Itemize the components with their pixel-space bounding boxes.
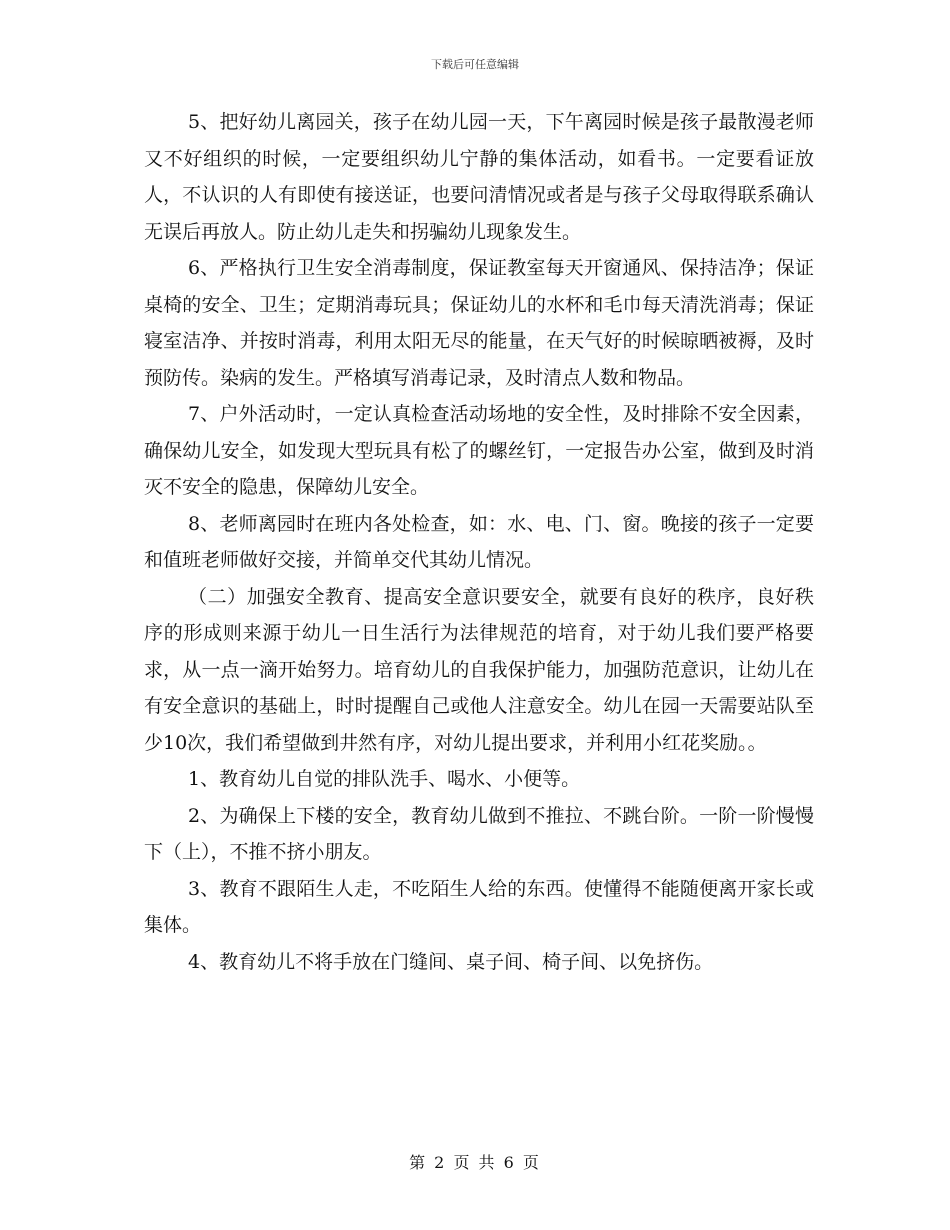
paragraph-item-5: 5、把好幼儿离园关，孩子在幼儿园一天，下午离园时候是孩子最散漫老师又不好组织的时候，一定要组织幼儿宁静的集体活动，如看书。一定要看证放人，不认识的人有即使有接送证，也要问清情况或者是与孩子父母取得联系确认无误后再放人。防止幼儿走失和拐骗幼儿现象发生。 [144, 111, 814, 243]
paragraph-item-8: 8、老师离园时在班内各处检查，如：水、电、门、窗。晚接的孩子一定要和值班老师做好交接，并简单交代其幼儿情况。 [144, 512, 814, 571]
paragraph-item-6: 6、严格执行卫生安全消毒制度，保证教室每天开窗通风、保持洁净；保证桌椅的安全、卫生；定期消毒玩具；保证幼儿的水杯和毛巾每天清洗消毒；保证寝室洁净、并按时消毒，利用太阳无尽的能量，在天气好的时候晾晒被褥，及时预防传。染病的发生。严格填写消毒记录，及时清点人数和物品。 [144, 257, 814, 389]
paragraph-edu-1: 1、教育幼儿自觉的排队洗手、喝水、小便等。 [188, 768, 581, 790]
paragraph-item-7: 7、户外活动时，一定认真检查活动场地的安全性，及时排除不安全因素，确保幼儿安全，如发现大型玩具有松了的螺丝钉，一定报告办公室，做到及时消灭不安全的隐患，保障幼儿安全。 [144, 403, 814, 498]
document-body [144, 104, 814, 980]
paragraph-section-2: （二）加强安全教育、提高安全意识要安全，就要有良好的秩序，良好秩序的形成则来源于幼儿一日生活行为法律规范的培育，对于幼儿我们要严格要求，从一点一滴开始努力。培育幼儿的自我保护能力，加强防范意识，让幼儿在有安全意识的基础上，时时提醒自己或他人注意安全。幼儿在园一天需要站队至少10次，我们希望做到井然有序，对幼儿提出要求，并利用小红花奖励。。 [144, 585, 814, 754]
page-header-note: 下载后可任意编辑 [431, 58, 519, 71]
paragraph-edu-3: 3、教育不跟陌生人走，不吃陌生人给的东西。使懂得不能随便离开家长或集体。 [144, 877, 814, 936]
page-number-footer: 第 2 页 共 6 页 [409, 1153, 541, 1172]
paragraph-edu-4: 4、教育幼儿不将手放在门缝间、桌子间、椅子间、以免挤伤。 [188, 950, 714, 973]
paragraph-edu-2: 2、为确保上下楼的安全，教育幼儿做到不推拉、不跳台阶。一阶一阶慢慢下（上），不推不挤小朋友。 [144, 804, 814, 863]
